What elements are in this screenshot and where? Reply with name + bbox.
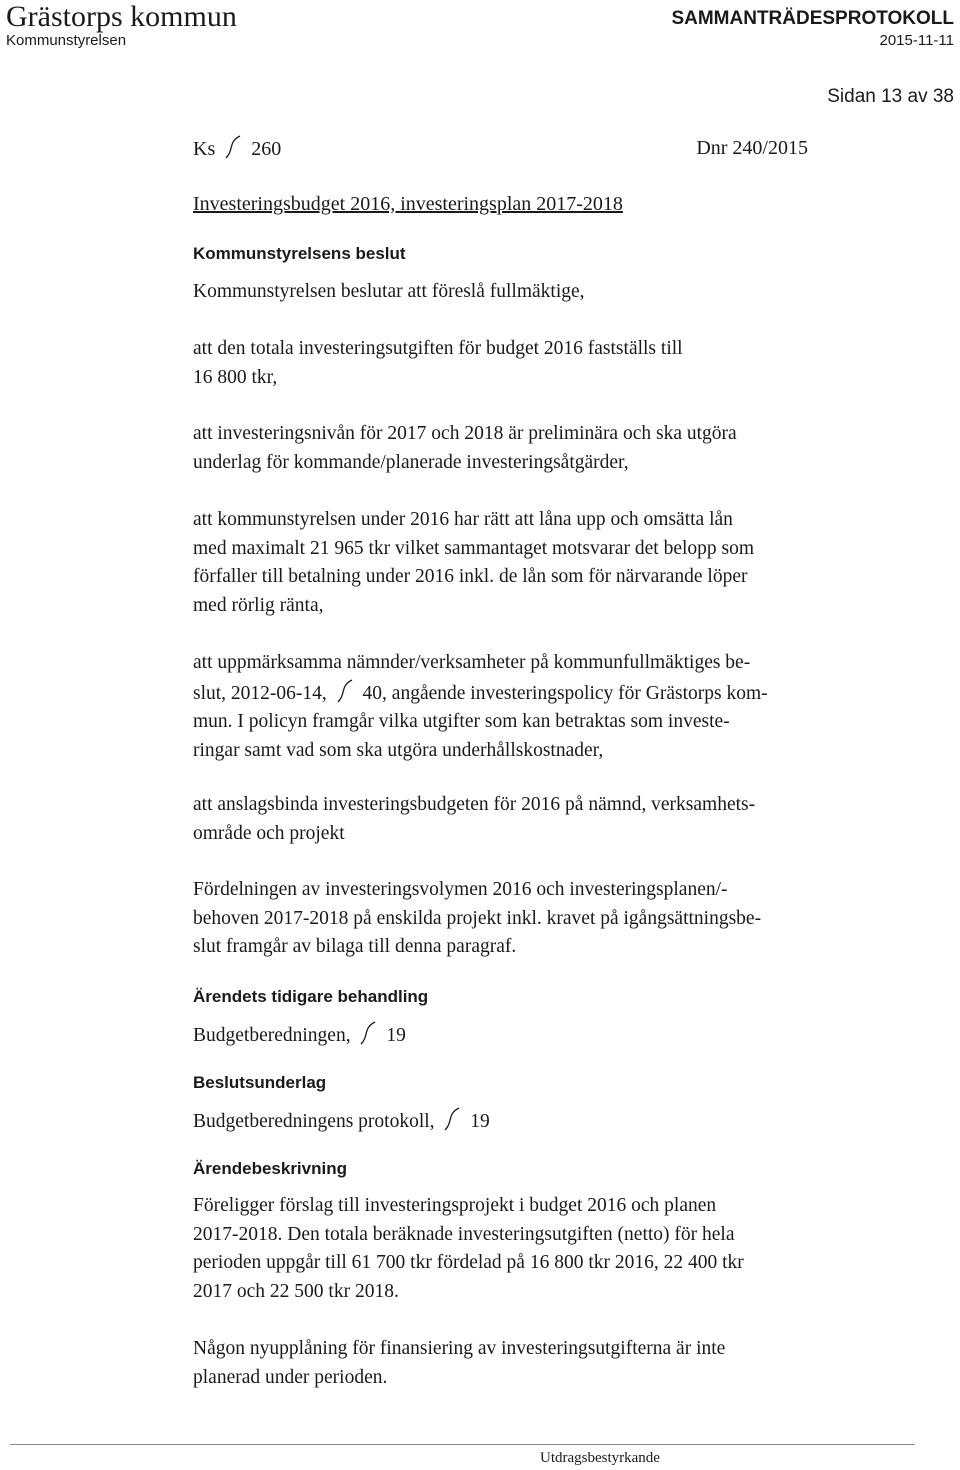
decision-point-1 (193, 335, 933, 392)
case-row (193, 134, 808, 163)
prior-handling-text (193, 1020, 933, 1051)
decision-intro: Kommunstyrelsen beslutar att föreslå fullmäktige, (193, 281, 585, 302)
text-line: mun. I policyn framgår vilka utgifter som kan betraktas som investe- (193, 711, 730, 732)
text-line: Föreligger förslag till investeringsprojekt i budget 2016 och planen (193, 1195, 717, 1216)
text-line: att uppmärksamma nämnder/verksamheter på kommunfullmäktiges be- (193, 652, 751, 673)
section-sign-icon (355, 1020, 381, 1046)
decision-point-4 (193, 649, 933, 765)
text-line: slut framgår av bilaga till denna paragraf. (193, 936, 517, 957)
text-line: 16 800 tkr, (193, 366, 278, 388)
text-line: Fördelningen av investeringsvolymen 2016 och investeringsplanen/- (193, 879, 728, 900)
section-sign-icon (220, 134, 246, 160)
text-fragment: Budgetberedningen, (193, 1025, 351, 1046)
text-line (193, 678, 933, 709)
section-number: 19 (386, 1025, 406, 1046)
description-paragraph-2 (193, 1335, 933, 1392)
ks-label: Ks (193, 138, 216, 160)
text-line: område och projekt (193, 822, 345, 844)
decision-point-6 (193, 876, 933, 962)
text-line: med rörlig ränta, (193, 594, 324, 616)
document-type: SAMMANTRÄDESPROTOKOLL (671, 8, 954, 29)
text-line: att anslagsbinda investeringsbudgeten för 2016 på nämnd, verksamhets- (193, 794, 756, 815)
footer-label: Utdragsbestyrkande (540, 1450, 660, 1466)
page-number: Sidan 13 av 38 (827, 86, 954, 107)
footer-divider (10, 1444, 915, 1445)
text-line: förfaller till betalning under 2016 inkl. de lån som för närvarande löper (193, 566, 748, 587)
text-line: planerad under perioden. (193, 1366, 388, 1388)
text-line: Någon nyupplåning för finansiering av investeringsutgifterna är inte (193, 1338, 726, 1359)
case-title: Investeringsbudget 2016, investeringsplan 2017-2018 (193, 193, 623, 215)
text-fragment: 40, angående investeringspolicy för Grästorps kom- (362, 682, 768, 704)
section-sign-icon (439, 1106, 465, 1132)
text-line: med maximalt 21 965 tkr vilket sammantaget motsvarar det belopp som (193, 537, 755, 559)
decision-heading: Kommunstyrelsens beslut (193, 244, 406, 263)
section-number: 19 (470, 1111, 490, 1132)
text-fragment: Budgetberedningens protokoll, (193, 1111, 435, 1132)
text-line: 2017-2018. Den totala beräknade investeringsutgiften (netto) för hela (193, 1223, 735, 1245)
meeting-date: 2015-11-11 (879, 32, 954, 49)
text-line: 2017 och 22 500 tkr 2018. (193, 1280, 399, 1302)
decision-point-2 (193, 420, 933, 477)
basis-heading: Beslutsunderlag (193, 1073, 327, 1092)
decision-point-5 (193, 791, 933, 848)
decision-point-3 (193, 506, 933, 620)
text-fragment: slut, 2012-06-14, (193, 682, 327, 704)
ks-number: 260 (251, 138, 282, 160)
prior-handling-heading: Ärendets tidigare behandling (193, 987, 429, 1006)
text-line: ringar samt vad som ska utgöra underhållskostnader, (193, 739, 604, 761)
description-heading: Ärendebeskrivning (193, 1159, 347, 1178)
text-line: att den totala investeringsutgiften för budget 2016 fastställs till (193, 338, 683, 359)
department-name: Kommunstyrelsen (6, 32, 127, 49)
text-line: att investeringsnivån för 2017 och 2018 är preliminära och ska utgöra (193, 423, 737, 444)
text-line: att kommunstyrelsen under 2016 har rätt att låna upp och omsätta lån (193, 509, 733, 530)
text-line: underlag för kommande/planerade investeringsåtgärder, (193, 451, 629, 473)
section-sign-icon (332, 678, 358, 704)
basis-text (193, 1106, 933, 1137)
description-paragraph-1 (193, 1192, 933, 1306)
text-line: perioden uppgår till 61 700 tkr fördelad på 16 800 tkr 2016, 22 400 tkr (193, 1252, 744, 1273)
municipality-name: Grästorps kommun (6, 0, 237, 33)
text-line: behoven 2017-2018 på enskilda projekt inkl. kravet på igångsättningsbe- (193, 907, 762, 929)
dnr: Dnr 240/2015 (696, 137, 808, 159)
